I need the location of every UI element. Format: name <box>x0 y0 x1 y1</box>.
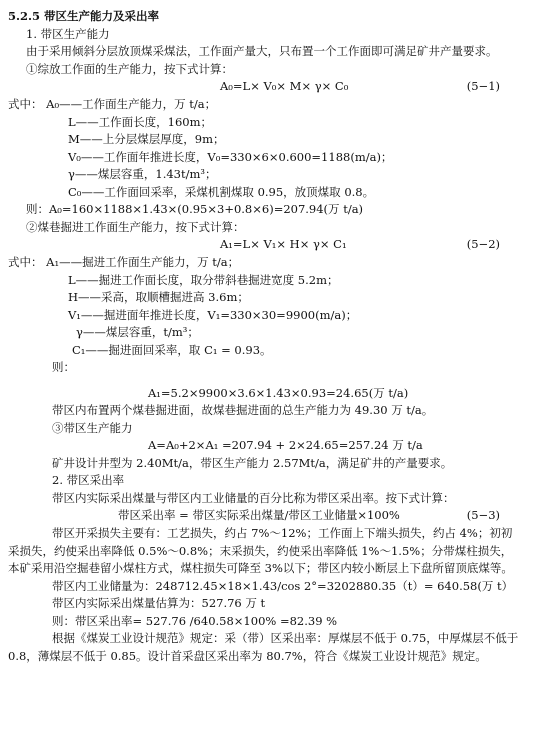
def1-2: M——上分层煤层厚度，9m； <box>68 132 225 146</box>
excavation-paragraph: 带区内布置两个煤巷掘进面，故煤巷掘进面的总生产能力为 49.30 万 t/a。 <box>52 403 434 417</box>
subheading-production-capacity: 1. 带区生产能力 <box>26 26 110 41</box>
calc1-result: 则：A₀=160×1188×1.43×(0.95×3+0.8×6)=207.94(万 t/a) <box>26 202 364 216</box>
intro-paragraph: 由于采用倾斜分层放顶煤采煤法，工作面产量大，只布置一个工作面即可满足矿井产量要求。 <box>26 44 498 58</box>
formula-5-2 <box>8 236 520 254</box>
loss-paragraph: 带区开采损失主要有：工艺损失，约占 7%～12%；工作面上下端头损失，约占 4%；初初采损失，约使采出率降低 0.5%～0.8%；末采损失，约使采出率降低 1%～1.5%；分带煤柱损失，本矿采用沿空掘巷留小煤柱方式，煤柱损失可降至 3%以下；带区内较小断层上下盘所留顶底煤等。 <box>8 526 513 575</box>
def1-1: L——工作面长度，160m； <box>68 114 212 129</box>
def1-0: 式中： A₀——工作面生产能力，万 t/a； <box>8 97 217 111</box>
def2-4: γ——煤层容重，t/m³； <box>76 325 199 339</box>
formula-5-2-expression: A₁=L× V₁× H× γ× C₁ <box>220 237 347 251</box>
def2-5: C₁——掘进面回采率，取 C₁ = 0.93。 <box>72 342 272 357</box>
standard-paragraph: 根据《煤炭工业设计规范》规定：采（带）区采出率：厚煤层不低于 0.75，中厚煤层不低于 0.8，薄煤层不低于 0.85。设计首采盘区采出率为 80.7%，符合《煤炭工业设计规范》规定。 <box>8 631 519 663</box>
section-heading: 5.2.5 带区生产能力及采出率 <box>8 9 160 23</box>
actual-output-line: 带区内实际采出煤量估算为：527.76 万 t <box>52 596 266 610</box>
item1-title: ①综放工作面的生产能力，按下式计算： <box>26 61 233 76</box>
formula-5-1-number: (5−1) <box>466 79 500 93</box>
calc2-result: A₁=5.2×9900×3.6×1.43×0.93=24.65(万 t/a) <box>148 385 409 400</box>
reserve-line: 带区内工业储量为：248712.45×18×1.43/cos 2°=3202880.35（t）= 640.58(万 t） <box>52 578 514 593</box>
def1-4: γ——煤层容重，1.43t/m³； <box>68 167 217 181</box>
formula-5-1-expression: A₀=L× V₀× M× γ× C₀ <box>220 79 349 93</box>
def2-1: L——掘进工作面长度，取分带斜巷掘进宽度 5.2m； <box>68 272 339 287</box>
def2-0: 式中： A₁——掘进工作面生产能力，万 t/a； <box>8 255 240 269</box>
def1-5: C₀——工作面回采率，采煤机割煤取 0.95，放顶煤取 0.8。 <box>68 184 375 199</box>
recovery-definition: 带区内实际采出煤量与带区内工业储量的百分比称为带区采出率。按下式计算： <box>52 490 455 505</box>
then-label: 则： <box>52 360 75 374</box>
subheading-recovery-rate: 2. 带区采出率 <box>52 473 125 487</box>
calc3-result: A=A₀+2×A₁ =207.94 + 2×24.65=257.24 万 t/a <box>148 438 423 452</box>
formula-5-3-expression: 带区采出率 = 带区实际采出煤量/带区工业储量×100% <box>118 508 400 522</box>
def2-2: H——采高，取顺槽掘进高 3.6m； <box>68 290 249 304</box>
formula-5-3 <box>8 507 520 525</box>
formula-5-1 <box>8 78 520 96</box>
recovery-rate-line: 则：带区采出率= 527.76 /640.58×100% =82.39 % <box>52 613 338 628</box>
item3-title: ③带区生产能力 <box>52 420 133 435</box>
def2-3: V₁——掘进面年推进长度，V₁=330×30=9900(m/a)； <box>68 307 358 322</box>
item2-title: ②煤巷掘进工作面生产能力，按下式计算： <box>26 219 245 234</box>
formula-5-2-number: (5−2) <box>466 237 500 251</box>
def1-3: V₀——工作面年推进长度，V₀=330×6×0.600=1188(m/a)； <box>68 149 393 164</box>
capacity-paragraph: 矿井设计井型为 2.40Mt/a，带区生产能力 2.57Mt/a，满足矿井的产量要求。 <box>52 455 453 470</box>
formula-5-3-number: (5−3) <box>466 508 500 522</box>
